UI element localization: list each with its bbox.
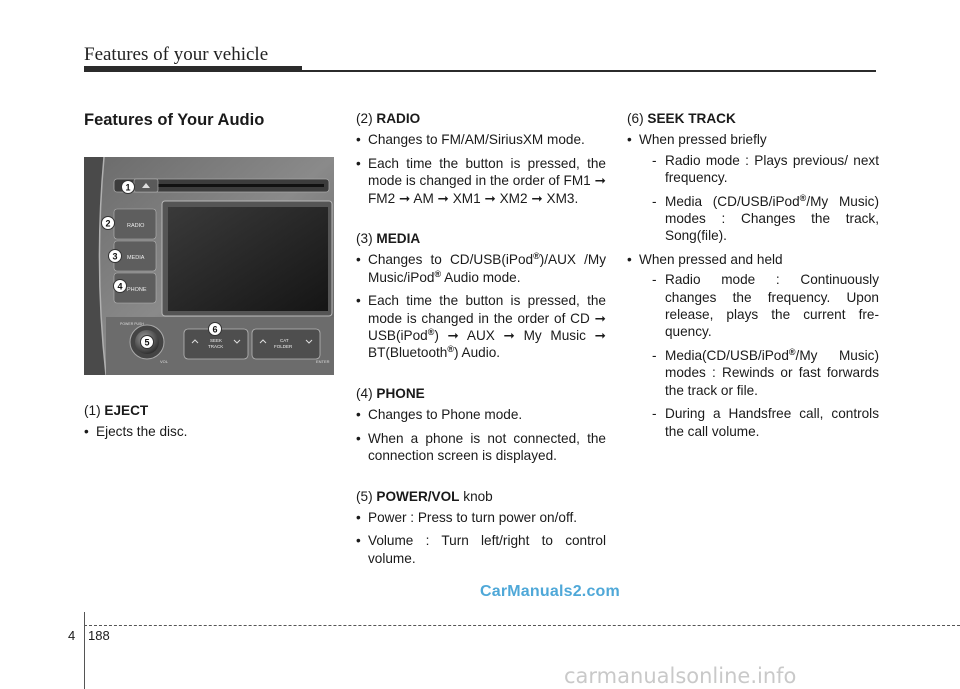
seek-label-2: TRACK (208, 344, 224, 349)
marker-5 (141, 336, 154, 349)
cat-label-2: FOLDER (274, 344, 293, 349)
cat-label-1: CAT (280, 338, 289, 343)
marker-1 (122, 181, 135, 194)
audio-unit-photo (84, 157, 334, 375)
list-item: • Changes to FM/AM/SiriusXM mode. (356, 131, 606, 148)
phone-list (356, 406, 606, 464)
svg-text:4: 4 (117, 281, 123, 292)
list-item: • Each time the button is pressed, the mode is changed in the order of CD ➞ USB(iPod®) ➞ AUX ➞ My Music ➞ BT(Bluetooth®) Audio. (356, 292, 606, 362)
list-item: - During a Handsfree call, controls the call volume. (639, 405, 879, 440)
list-item: - Media (CD/USB/iPod®/My Music) modes : Changes the track, Song(file). (639, 193, 879, 245)
list-item: - Radio mode : Continuously changes the frequency. Upon release, plays the current fre- quency. (639, 271, 879, 341)
marker-3 (109, 250, 122, 263)
marker-4 (114, 280, 127, 293)
seek-brief-sublist (639, 152, 879, 245)
list-item: - Radio mode : Plays previous/ next frequency. (639, 152, 879, 187)
power-title: (5) POWER/VOL knob (356, 488, 493, 504)
list-item: • When a phone is not connected, the connection screen is displayed. (356, 430, 606, 465)
enter-label: ENTER (316, 359, 330, 364)
list-item: • Ejects the disc. (84, 423, 334, 440)
power-label: POWER PUSH (120, 322, 144, 326)
page-number: 188 (88, 628, 110, 643)
marker-6 (209, 323, 222, 336)
media-title: (3) MEDIA (356, 231, 421, 247)
media-list (356, 251, 606, 361)
phone-button-label: PHONE (127, 287, 147, 293)
radio-button-label: RADIO (127, 223, 145, 229)
footer-rule (84, 625, 960, 626)
list-item: • Changes to Phone mode. (356, 406, 606, 423)
header-rule-thin (302, 70, 876, 72)
chapter-number: 4 (68, 628, 76, 643)
list-item: • Power : Press to turn power on/off. (356, 509, 606, 526)
column-2 (356, 110, 606, 573)
svg-text:2: 2 (105, 218, 111, 229)
list-item: • Changes to CD/USB(iPod®)/AUX /My Music/iPod® Audio mode. (356, 251, 606, 286)
list-item: • Volume : Turn left/right to control volume. (356, 532, 606, 567)
watermark-carmanuals2[interactable]: CarManuals2.com (480, 583, 620, 600)
list-item: • When pressed and held - Radio mode : Continuously changes the frequency. Upon release, plays the current fre- quency. - Media(CD/USB/iPod®/My Music) modes : Rewinds or fast forwards the track or file. - During a Handsfree call, controls the call volume. (627, 251, 879, 440)
seek-list (627, 131, 879, 440)
radio-list (356, 131, 606, 207)
marker-2 (102, 217, 115, 230)
seek-label-1: SEEK (210, 338, 223, 343)
list-item: • Each time the button is pressed, the mode is changed in the order of FM1 ➞ FM2 ➞ AM ➞ XM1 ➞ XM2 ➞ XM3. (356, 155, 606, 207)
svg-text:3: 3 (112, 251, 118, 262)
vol-label: VOL (160, 359, 169, 364)
phone-title: (4) PHONE (356, 385, 425, 401)
svg-text:6: 6 (212, 324, 218, 335)
eject-section (84, 402, 334, 447)
power-list (356, 509, 606, 567)
watermark-carmanualsonline[interactable]: carmanualsonline.info (564, 664, 797, 688)
footer-divider (84, 612, 85, 689)
page-header-title: Features of your vehicle (84, 44, 269, 65)
column-1 (84, 112, 334, 141)
eject-list (84, 423, 334, 440)
svg-text:5: 5 (144, 337, 150, 348)
media-button-label: MEDIA (127, 255, 145, 261)
header-rule-thick (84, 66, 302, 72)
eject-title: (1) EJECT (84, 403, 149, 418)
list-item: • When pressed briefly - Radio mode : Plays previous/ next frequency. - Media (CD/USB/iPod®/My Music) modes : Changes the track, Song(file). (627, 131, 879, 244)
radio-title: (2) RADIO (356, 111, 421, 126)
svg-text:1: 1 (125, 182, 131, 193)
section-heading: Features of Your Audio (84, 111, 265, 129)
seek-title: (6) SEEK TRACK (627, 111, 736, 126)
seek-held-sublist (639, 271, 879, 440)
column-3 (627, 110, 879, 446)
list-item: - Media(CD/USB/iPod®/My Music) modes : Rewinds or fast forwards the track or file. (639, 347, 879, 399)
